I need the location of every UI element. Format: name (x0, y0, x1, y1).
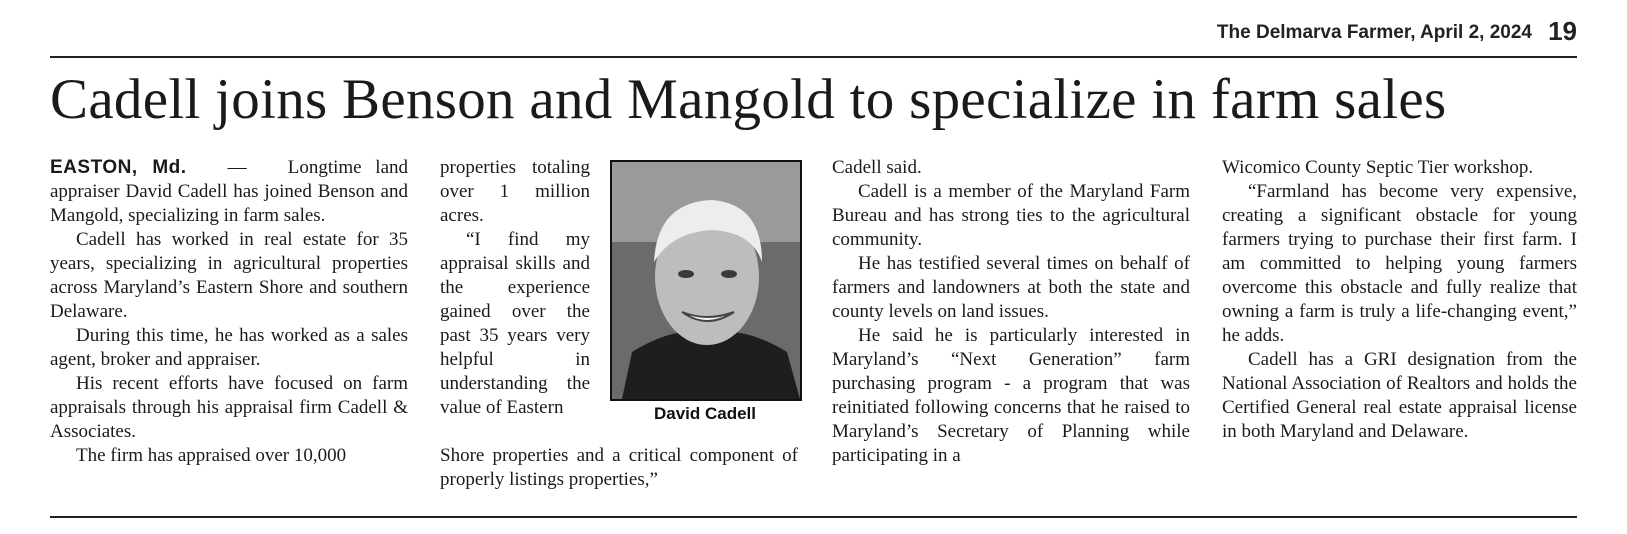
paragraph: Shore properties and a critical component of properly listings properties,” (440, 445, 798, 490)
paragraph: “I find my appraisal skills and the experience gained over the past 35 years very helpful in understanding the value of Eastern (440, 229, 590, 418)
paragraph: Cadell is a member of the Maryland Farm Bureau and has strong ties to the agricultural community. (832, 181, 1190, 250)
portrait-illustration (612, 162, 800, 399)
page-number: 19 (1548, 16, 1577, 46)
paragraph: Cadell said. (832, 157, 922, 178)
paragraph: properties totaling over 1 million acres. (440, 157, 590, 226)
article-column-2-top (440, 156, 590, 420)
dateline: EASTON, Md. (50, 157, 187, 178)
paragraph: Cadell has a GRI designation from the National Association of Realtors and holds the Certified General real estate appraisal license in both Maryland and Delaware. (1222, 349, 1577, 442)
article-column-3 (832, 156, 1190, 468)
paragraph: His recent efforts have focused on farm appraisals through his appraisal firm Cadell & Associates. (50, 373, 408, 442)
paragraph: Wicomico County Septic Tier workshop. (1222, 157, 1534, 178)
article-headline: Cadell joins Benson and Mangold to specialize in farm sales (50, 68, 1447, 131)
photo-caption: David Cadell (653, 404, 757, 423)
article-column-2-bottom (440, 444, 798, 492)
headshot-photo (610, 160, 802, 401)
paragraph: He has testified several times on behalf of farmers and landowners at both the state and county levels on land issues. (832, 253, 1190, 322)
article-column-4 (1222, 156, 1577, 444)
paragraph-text: Longtime land appraiser David Cadell has joined Benson and Mangold, specializing in farm sales. (50, 157, 409, 226)
paragraph: The firm has appraised over 10,000 (76, 445, 347, 466)
dateline-dash: — (227, 157, 247, 178)
paragraph (50, 156, 408, 228)
article-column-1 (50, 156, 408, 468)
paragraph: During this time, he has worked as a sales agent, broker and appraiser. (50, 325, 408, 370)
paragraph: Cadell has worked in real estate for 35 years, specializing in agricultural properties across Maryland’s Eastern Shore and southern Delaware. (50, 229, 408, 322)
footer-rule (50, 516, 1577, 518)
publication-info: The Delmarva Farmer, April 2, 2024 (1216, 22, 1532, 43)
paragraph: He said he is particularly interested in Maryland’s “Next Generation” farm purchasing program - a program that was reinitiated following concerns that he raised to Maryland’s Secretary of Planning while participating in a (832, 325, 1190, 466)
paragraph: “Farmland has become very expensive, creating a significant obstacle for young farmers trying to purchase their first farm. I am committed to helping young farmers overcome this obstacle and fully realize that owning a farm is truly a life-changing event,” he adds. (1222, 181, 1577, 346)
